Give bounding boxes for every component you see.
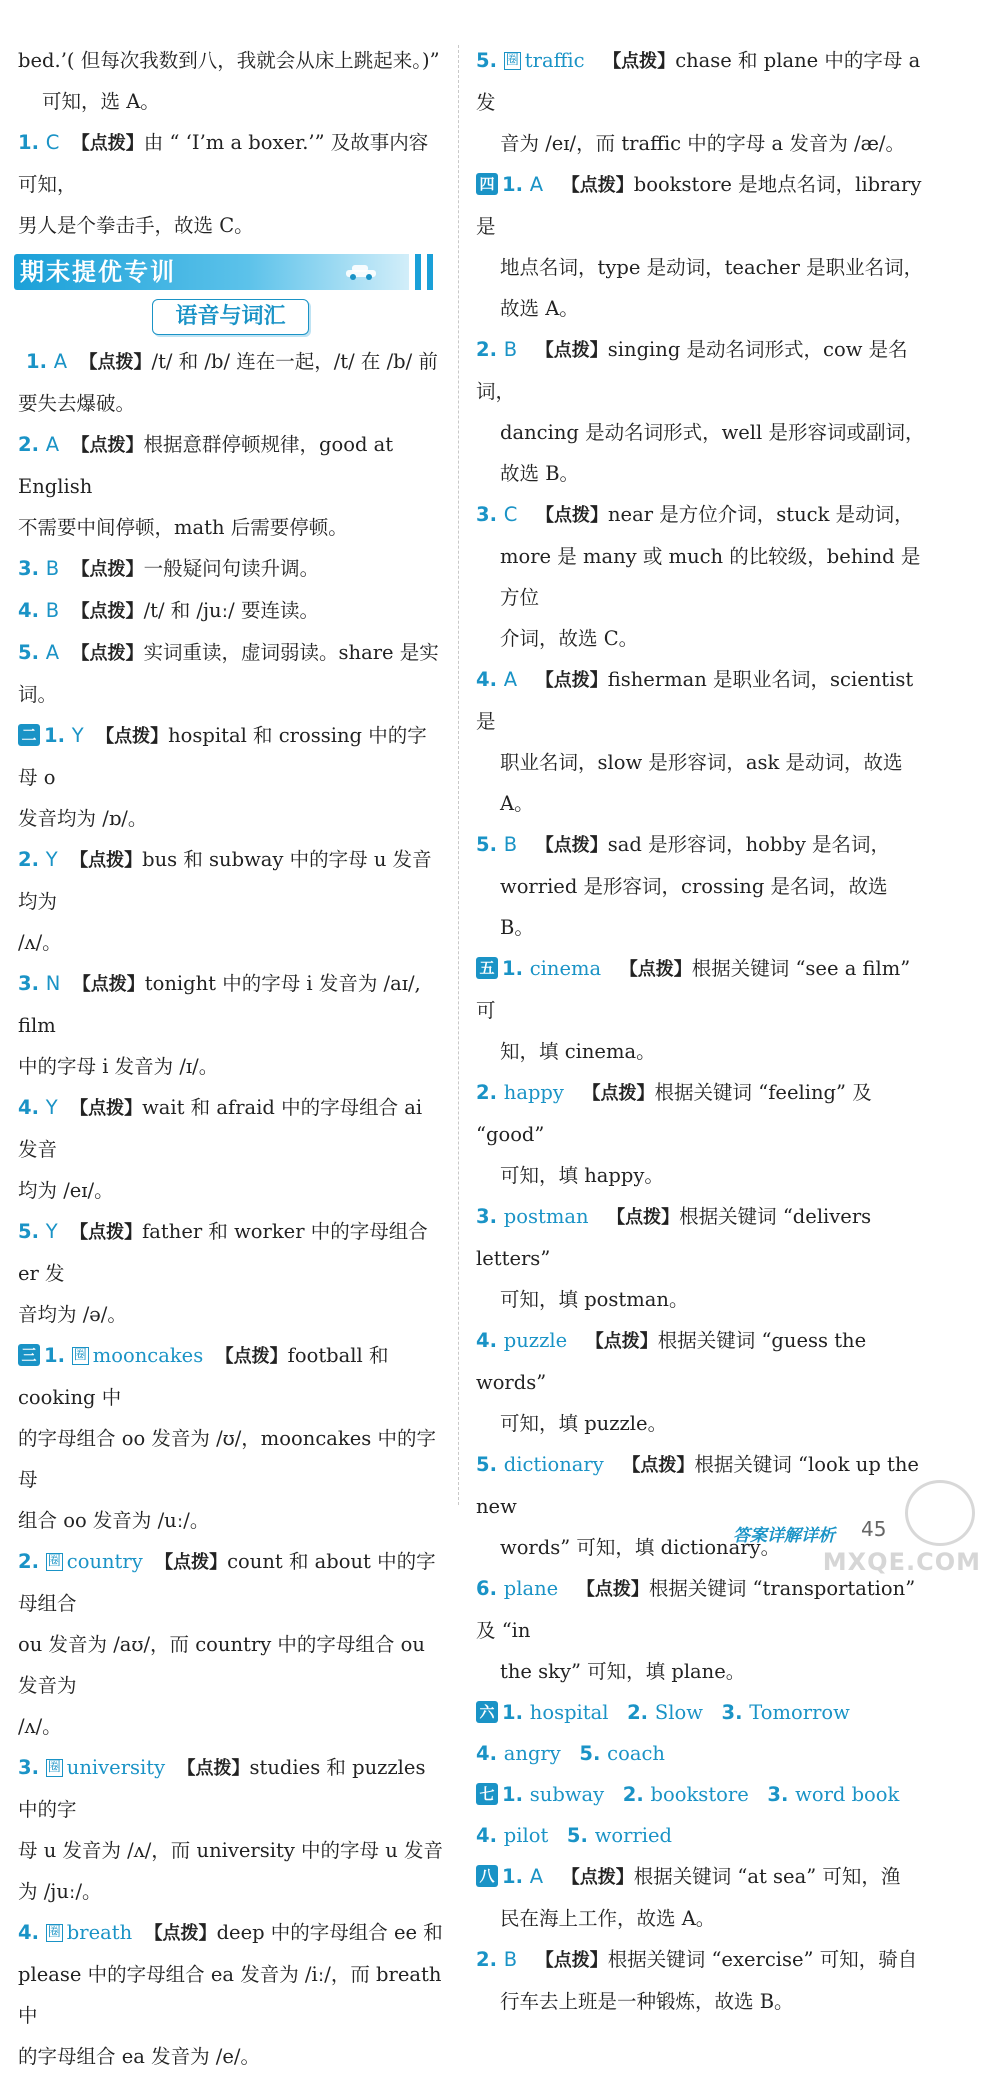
section-marker: 三 xyxy=(18,1344,40,1366)
answer-value: bookstore xyxy=(650,1783,749,1806)
explanation-cont: 可知，填 postman。 xyxy=(500,1288,689,1311)
explanation: tonight 中的字母 i 发音为 /aɪ/, film xyxy=(18,972,421,1037)
explanation-cont: dancing 是动名词形式，well 是形容词或副词， xyxy=(500,421,925,444)
item-number: 2. xyxy=(476,338,504,361)
section-subtitle: 语音与词汇 xyxy=(152,299,308,335)
answer-value: A xyxy=(529,1865,544,1888)
explanation-cont: the sky” 可知，填 plane。 xyxy=(500,1660,746,1683)
hint-tag: 【点拨】 xyxy=(72,974,145,995)
explanation-cont: 介词，故选 C。 xyxy=(500,627,639,650)
answer-row xyxy=(476,1774,926,1815)
answer-value: B xyxy=(503,338,518,361)
item-number: 5. xyxy=(18,1220,46,1243)
item-number: 3. xyxy=(18,1756,46,1779)
answer-row xyxy=(476,1815,926,1856)
item-number: 5. xyxy=(476,49,504,72)
hint-tag: 【点拨】 xyxy=(144,1923,217,1944)
answer-value: A xyxy=(45,641,60,664)
answer-item xyxy=(18,1087,443,1170)
answer-item xyxy=(18,548,443,590)
answer-value: word book xyxy=(795,1783,900,1806)
answer-value: traffic xyxy=(524,49,585,72)
answer-value: Y xyxy=(71,724,84,747)
answer-value: B xyxy=(503,1948,518,1971)
explanation: 根据关键词 “feeling” 及 “good” xyxy=(476,1081,872,1146)
item-number: 5. xyxy=(18,641,46,664)
explanation: studies 和 puzzles 中的字 xyxy=(18,1756,426,1821)
answer-item xyxy=(18,839,443,922)
answer-value: postman xyxy=(503,1205,589,1228)
item-number: 1. xyxy=(26,350,54,373)
explanation-cont: /ʌ/。 xyxy=(18,1715,62,1738)
explanation: fisherman 是职业名词，scientist 是 xyxy=(476,668,914,733)
hint-tag: 【点拨】 xyxy=(582,1083,655,1104)
item-number: 2. xyxy=(18,848,46,871)
explanation: wait 和 afraid 中的字母组合 ai 发音 xyxy=(18,1096,423,1161)
explanation-cont: 职业名词，slow 是形容词，ask 是动词，故选 A。 xyxy=(500,751,903,815)
answer-value: cinema xyxy=(529,957,602,980)
page-footer xyxy=(733,1515,973,1551)
hint-tag: 【点拨】 xyxy=(607,1207,680,1228)
explanation: 根据关键词 “transportation” 及 “in xyxy=(476,1577,916,1642)
explanation: singing 是动名词形式，cow 是名词， xyxy=(476,338,908,403)
answer-item xyxy=(476,40,926,123)
answer-value: worried xyxy=(594,1824,673,1847)
answer-item xyxy=(18,715,443,798)
banner-stripes xyxy=(409,254,439,290)
hint-tag: 【点拨】 xyxy=(96,726,169,747)
hint-tag: 【点拨】 xyxy=(535,670,608,691)
hint-tag: 【点拨】 xyxy=(585,1331,658,1352)
circle-word-badge: 圈 xyxy=(47,1760,61,1775)
answer-value: Y xyxy=(45,848,58,871)
explanation: 根据意群停顿规律，good at English xyxy=(18,433,394,498)
car-icon xyxy=(344,264,378,280)
hint-tag: 【点拨】 xyxy=(71,435,144,456)
explanation: bookstore 是地点名词，library 是 xyxy=(476,173,922,238)
hint-tag: 【点拨】 xyxy=(177,1758,250,1779)
item-number: 5. xyxy=(579,1742,608,1765)
hint-tag: 【点拨】 xyxy=(561,175,634,196)
hint-tag: 【点拨】 xyxy=(70,850,143,871)
item-number: 1. xyxy=(502,1865,530,1888)
explanation: football 和 cooking 中 xyxy=(18,1344,389,1409)
hint-tag: 【点拨】 xyxy=(79,352,152,373)
hint-tag: 【点拨】 xyxy=(215,1346,288,1367)
answer-value: university xyxy=(66,1756,166,1779)
answer-item xyxy=(476,659,926,742)
answer-value: hospital xyxy=(529,1701,609,1724)
item-number: 1. xyxy=(44,724,72,747)
item-number: 4. xyxy=(476,1824,504,1847)
answer-value: Y xyxy=(45,1096,58,1119)
explanation: 一般疑问句读升调。 xyxy=(143,557,320,580)
explanation-cont: 地点名词，type 是动词，teacher 是职业名词， xyxy=(500,256,924,279)
answer-item xyxy=(18,1747,443,1830)
hint-tag: 【点拨】 xyxy=(70,1098,143,1119)
explanation: near 是方位介词，stuck 是动词， xyxy=(608,503,914,526)
explanation: 根据关键词 “see a film” 可 xyxy=(476,957,911,1022)
explanation: sad 是形容词，hobby 是名词， xyxy=(607,833,891,856)
answer-item xyxy=(476,1856,926,1898)
hint-tag: 【点拨】 xyxy=(155,1552,228,1573)
answer-value: country xyxy=(66,1550,143,1573)
explanation-cont: 行车去上班是一种锻炼，故选 B。 xyxy=(500,1990,794,2013)
item-number: 1. xyxy=(18,131,46,154)
answer-value: happy xyxy=(503,1081,564,1104)
answer-value: plane xyxy=(503,1577,559,1600)
item-number: 4. xyxy=(18,599,46,622)
answer-row xyxy=(476,1733,926,1774)
item-number: 2. xyxy=(476,1081,504,1104)
answer-value: Slow xyxy=(654,1701,703,1724)
explanation-cont: 音均为 /ə/。 xyxy=(18,1303,127,1326)
explanation: chase 和 plane 中的字母 a 发 xyxy=(476,49,921,114)
explanation: count 和 about 中的字母组合 xyxy=(18,1550,436,1615)
explanation: hospital 和 crossing 中的字母 o xyxy=(18,724,427,789)
answer-item xyxy=(476,1939,926,1981)
answer-item xyxy=(18,632,443,715)
answer-value: angry xyxy=(503,1742,561,1765)
item-number: 3. xyxy=(18,557,46,580)
explanation-cont: ou 发音为 /aʊ/，而 country 中的字母组合 ou 发音为 xyxy=(18,1633,425,1697)
footer-label: 答案详解详析 xyxy=(733,1526,835,1546)
explanation: 根据关键词 “at sea” 可知，渔 xyxy=(633,1865,901,1888)
explanation: 根据关键词 “exercise” 可知，骑自 xyxy=(607,1948,918,1971)
explanation-cont: 男人是个拳击手，故选 C。 xyxy=(18,214,254,237)
answer-item xyxy=(476,494,926,536)
hint-tag: 【点拨】 xyxy=(535,1950,608,1971)
item-number: 6. xyxy=(476,1577,504,1600)
hint-tag: 【点拨】 xyxy=(71,559,144,580)
explanation-cont: words” 可知，填 dictionary。 xyxy=(500,1536,781,1559)
explanation-cont: 故选 B。 xyxy=(500,462,580,485)
answer-item xyxy=(18,341,443,383)
explanation-cont: more 是 many 或 much 的比较级，behind 是方位 xyxy=(500,545,921,609)
hint-tag: 【点拨】 xyxy=(561,1867,634,1888)
explanation: father 和 worker 中的字母组合 er 发 xyxy=(18,1220,428,1285)
hint-tag: 【点拨】 xyxy=(71,133,144,154)
answer-item xyxy=(18,122,443,205)
answer-item xyxy=(476,329,926,412)
watermark-text: MXQE.COM xyxy=(822,1548,981,1576)
item-number: 4. xyxy=(476,668,504,691)
answer-value: B xyxy=(45,599,60,622)
item-number: 1. xyxy=(502,1701,530,1724)
explanation: deep 中的字母组合 ee 和 xyxy=(216,1921,443,1944)
answer-value: C xyxy=(503,503,518,526)
answer-item xyxy=(476,1568,926,1651)
explanation-cont: 组合 oo 发音为 /uː/。 xyxy=(18,1509,210,1532)
answer-value: C xyxy=(45,131,60,154)
hint-tag: 【点拨】 xyxy=(536,505,608,526)
answer-item xyxy=(18,424,443,507)
explanation-cont: /ʌ/。 xyxy=(18,931,62,954)
item-number: 4. xyxy=(476,1329,504,1352)
answer-item xyxy=(476,164,926,247)
answer-item xyxy=(18,1912,443,1954)
answer-item xyxy=(476,948,926,1031)
explanation: 根据关键词 “delivers letters” xyxy=(476,1205,872,1270)
hint-tag: 【点拨】 xyxy=(70,1222,143,1243)
section-marker: 二 xyxy=(18,724,40,746)
item-number: 3. xyxy=(476,503,504,526)
answer-value: A xyxy=(45,433,60,456)
left-column xyxy=(18,40,443,2077)
answer-item xyxy=(18,1211,443,1294)
answer-item xyxy=(18,1541,443,1624)
answer-value: N xyxy=(45,972,61,995)
explanation-cont: 可知，填 happy。 xyxy=(500,1164,664,1187)
explanation-cont: 民在海上工作，故选 A。 xyxy=(500,1907,716,1930)
section-banner xyxy=(14,254,439,290)
page-number: 45 xyxy=(861,1517,887,1541)
explanation-cont: 均为 /eɪ/。 xyxy=(18,1179,114,1202)
explanation: 实词重读，虚词弱读。share 是实词。 xyxy=(18,641,439,706)
explanation: 根据关键词 “guess the words” xyxy=(476,1329,867,1394)
explanation-cont: 音为 /eɪ/，而 traffic 中的字母 a 发音为 /æ/。 xyxy=(500,132,905,155)
item-number: 3. xyxy=(721,1701,750,1724)
explanation-cont: 知，填 cinema。 xyxy=(500,1040,656,1063)
circle-word-badge: 圈 xyxy=(47,1925,61,1940)
explanation: /t/ 和 /b/ 连在一起，/t/ 在 /b/ 前 xyxy=(151,350,438,373)
answer-item xyxy=(476,1320,926,1403)
right-column xyxy=(476,40,926,2022)
circle-word-badge: 圈 xyxy=(73,1348,87,1363)
item-number: 2. xyxy=(476,1948,504,1971)
item-number: 1. xyxy=(44,1344,72,1367)
item-number: 2. xyxy=(18,1550,46,1573)
hint-tag: 【点拨】 xyxy=(71,601,144,622)
circle-word-badge: 圈 xyxy=(47,1554,61,1569)
explanation-cont: 要失去爆破。 xyxy=(18,392,136,415)
item-number: 1. xyxy=(502,957,530,980)
text-line: 可知，选 A。 xyxy=(42,90,160,113)
section-marker: 六 xyxy=(476,1701,498,1723)
answer-value: A xyxy=(53,350,68,373)
answer-value: dictionary xyxy=(503,1453,604,1476)
banner-title: 期末提优专训 xyxy=(20,258,176,286)
explanation: /t/ 和 /juː/ 要连读。 xyxy=(143,599,319,622)
hint-tag: 【点拨】 xyxy=(535,340,608,361)
explanation-cont: please 中的字母组合 ea 发音为 /iː/，而 breath 中 xyxy=(18,1963,442,2027)
explanation-cont: 为 /juː/。 xyxy=(18,1880,102,1903)
section-marker: 八 xyxy=(476,1865,498,1887)
item-number: 5. xyxy=(476,1453,504,1476)
hint-tag: 【点拨】 xyxy=(622,1455,695,1476)
item-number: 3. xyxy=(18,972,46,995)
answer-value: A xyxy=(529,173,544,196)
explanation-cont: 可知，填 puzzle。 xyxy=(500,1412,668,1435)
section-marker: 七 xyxy=(476,1783,498,1805)
explanation-cont: worried 是形容词，crossing 是名词，故选 B。 xyxy=(500,875,888,939)
answer-value: subway xyxy=(529,1783,605,1806)
item-number: 1. xyxy=(502,173,530,196)
answer-value: B xyxy=(45,557,60,580)
hint-tag: 【点拨】 xyxy=(535,835,608,856)
answer-item xyxy=(18,1335,443,1418)
section-marker: 四 xyxy=(476,173,498,195)
circle-word-badge: 圈 xyxy=(505,53,519,68)
item-number: 5. xyxy=(566,1824,595,1847)
answer-value: B xyxy=(503,833,518,856)
item-number: 2. xyxy=(622,1783,651,1806)
column-divider xyxy=(458,45,459,1505)
item-number: 4. xyxy=(18,1921,46,1944)
answer-value: Y xyxy=(45,1220,58,1243)
item-number: 4. xyxy=(18,1096,46,1119)
text-line: bed.’( 但每次我数到八，我就会从床上跳起来。)” xyxy=(18,49,440,72)
answer-item xyxy=(18,590,443,632)
explanation-cont: 中的字母 i 发音为 /ɪ/。 xyxy=(18,1055,219,1078)
answer-value: coach xyxy=(607,1742,665,1765)
item-number: 4. xyxy=(476,1742,504,1765)
item-number: 3. xyxy=(767,1783,796,1806)
item-number: 3. xyxy=(476,1205,504,1228)
answer-value: A xyxy=(503,668,518,691)
hint-tag: 【点拨】 xyxy=(619,959,692,980)
answer-value: mooncakes xyxy=(92,1344,204,1367)
explanation-cont: 故选 A。 xyxy=(500,297,579,320)
explanation-cont: 不需要中间停顿，math 后需要停顿。 xyxy=(18,516,348,539)
answer-value: pilot xyxy=(503,1824,549,1847)
answer-item xyxy=(476,824,926,866)
hint-tag: 【点拨】 xyxy=(576,1579,649,1600)
item-number: 1. xyxy=(502,1783,530,1806)
answer-value: Tomorrow xyxy=(749,1701,850,1724)
explanation-cont: 母 u 发音为 /ʌ/，而 university 中的字母 u 发音 xyxy=(18,1839,443,1862)
hint-tag: 【点拨】 xyxy=(603,51,676,72)
item-number: 2. xyxy=(18,433,46,456)
item-number: 2. xyxy=(627,1701,655,1724)
answer-value: breath xyxy=(66,1921,133,1944)
hint-tag: 【点拨】 xyxy=(71,643,144,664)
explanation: 根据关键词 “look up the new xyxy=(476,1453,919,1518)
explanation-cont: 的字母组合 ea 发音为 /e/。 xyxy=(18,2045,260,2068)
answer-item xyxy=(18,963,443,1046)
section-marker: 五 xyxy=(476,957,498,979)
answer-value: puzzle xyxy=(503,1329,568,1352)
explanation-cont: 发音均为 /ɒ/。 xyxy=(18,807,148,830)
answer-item xyxy=(476,1072,926,1155)
explanation: bus 和 subway 中的字母 u 发音均为 xyxy=(18,848,432,913)
explanation-cont: 的字母组合 oo 发音为 /ʊ/，mooncakes 中的字母 xyxy=(18,1427,436,1491)
answer-item xyxy=(476,1196,926,1279)
item-number: 5. xyxy=(476,833,504,856)
answer-row xyxy=(476,1692,926,1733)
explanation: 由 “ ‘I’m a boxer.’” 及故事内容可知， xyxy=(18,131,429,196)
